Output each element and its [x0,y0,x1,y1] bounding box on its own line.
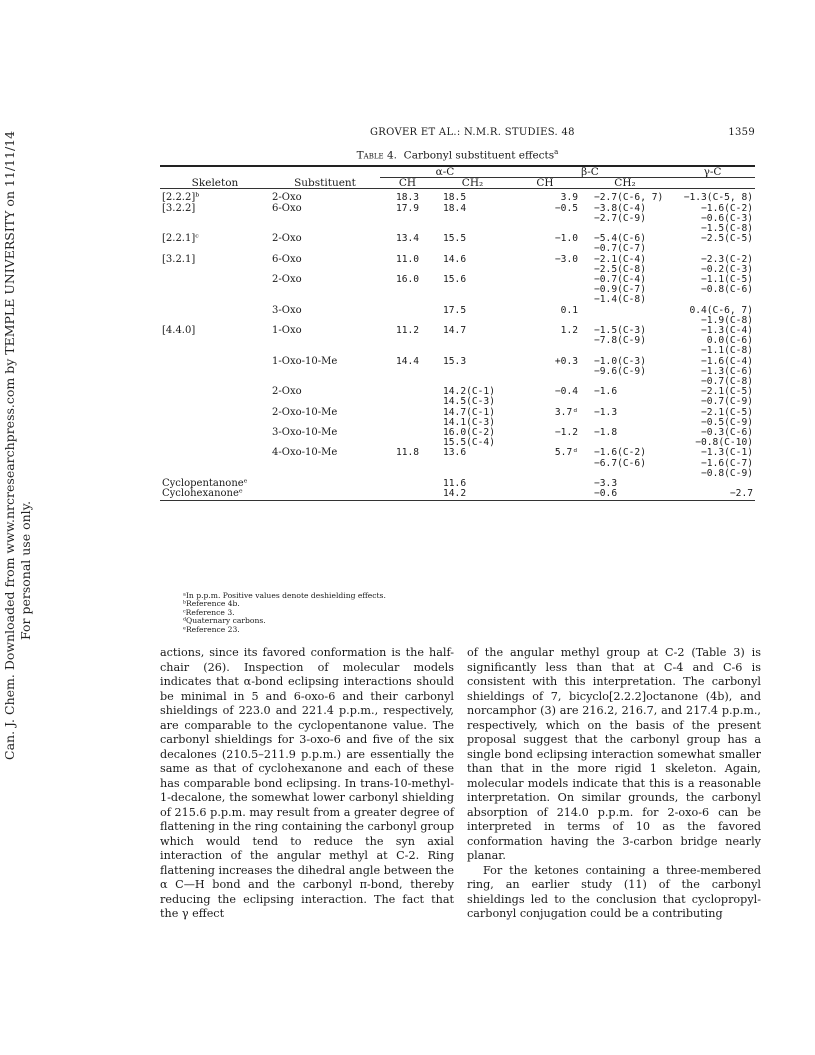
table-cell [435,459,510,469]
table-cell [435,285,510,295]
table-cell: −0.8(C-6) [701,284,753,296]
footnote: ᵉReference 23. [183,624,240,634]
table-cell: −1.6(C-2) [701,202,753,214]
table-cell [380,489,435,500]
table-cell: −9.6(C-9) [594,365,646,377]
table-cell [380,397,435,407]
table-cell: 18.3 [395,192,420,204]
table-cell [380,479,435,489]
table-cell: +0.3 [554,355,578,367]
table-cell: [3.2.1] [162,253,196,265]
table-cell [380,418,435,428]
table-cell [435,336,510,346]
table-cell: 15.5 [443,233,467,245]
table-cell: 2-Oxo [272,386,302,398]
table-cell [380,428,435,438]
personal-use-notice: For personal use only. [18,500,33,640]
table-cell: −1.5(C-3) [594,325,646,337]
table-cell: −2.5(C-8) [594,263,646,275]
table-cell [160,275,270,285]
paragraph: of the angular methyl group at C-2 (Table 3) is significantly less than that at C-4 and C-6 is consistent with this interpretation. The carbonyl shieldings of 7, bicyclo[2.2.2]octanone (4b), and norcamphor (3) are 216.2, 216.7, and 217.4 p.p.m., respectively, which on the basis of the present proposal suggest that the carbonyl group has a single bond eclipsing interaction somewhat smaller than that in the more rigid 1 skeleton. Again, molecular models indicate that this is a reasonable interpretation. On similar grounds, the carbonyl absorption of 214.0 p.p.m. for 2-oxo-6 can be interpreted in terms of 10 as the favored conformation having the 3-carbon bridge nearly planar. [467,646,761,862]
table-row [160,275,755,285]
table-cell [160,387,270,397]
table-title: Carbonyl substituent effects [403,149,555,162]
alpha-ch2-header: CH₂ [435,178,510,189]
table-cell: 14.6 [443,253,467,265]
table-cell: 3.7ᵈ [554,406,578,418]
table-title-footnote-mark: a [554,148,559,156]
table-cell: 15.6 [443,274,467,286]
table-row [160,367,755,377]
table-cell: −0.6 [594,488,618,500]
page-number: 1359 [728,127,755,138]
footnote: ᵇReference 4b. [183,599,240,609]
table-row [160,285,755,295]
table-cell: 0.0(C-6) [706,335,753,347]
table-cell: 18.4 [443,202,467,214]
download-watermark [2,130,36,760]
table-row [160,255,755,265]
table-cell: −2.5(C-5) [701,233,753,245]
table-row [160,234,755,244]
table-cell: 11.8 [395,447,420,459]
table-cell [380,306,435,316]
table-cell [160,214,270,224]
table-cell: −2.7 [729,488,753,500]
table-label: Table 4. [356,149,397,162]
table-cell: −1.0(C-3) [594,355,646,367]
table-cell [510,469,580,479]
table-cell: 18.5 [443,192,467,204]
table-cell [380,367,435,377]
body-column-left [160,646,454,922]
table-cell: −0.8(C-9) [701,467,753,479]
table-cell: −1.0 [554,233,578,245]
table-cell [160,346,270,356]
table-cell: 13.6 [443,447,467,459]
running-title: GROVER ET AL.: N.M.R. STUDIES. 48 [370,127,575,138]
table-cell: 1-Oxo [272,325,302,337]
table-cell: −5.4(C-6) [594,233,646,245]
table-cell: 3-Oxo [272,304,302,316]
table-cell: −1.6 [594,386,618,398]
table-row [160,489,755,500]
table-cell: [2.2.2]ᵇ [162,192,200,204]
table-cell: −2.7(C-9) [594,212,646,224]
table-cell: [2.2.1]ᶜ [162,233,199,245]
table-cell: −3.8(C-4) [594,202,646,214]
table-cell [380,387,435,397]
table-cell [270,469,380,479]
table-cell: −0.7(C-7) [594,243,646,255]
footnote: ᵈQuaternary carbons. [183,616,266,626]
table-cell: 16.0 [395,274,420,286]
table-cell [580,306,670,316]
table-cell: 3-Oxo-10-Me [272,427,338,439]
table-cell: −1.6(C-4) [701,355,753,367]
table-cell [510,275,580,285]
table-cell: 3.9 [560,192,578,204]
table-cell: −2.3(C-2) [701,253,753,265]
table-cell [510,214,580,224]
table-cell: 0.1 [560,304,578,316]
table-cell: 14.1(C-3) [443,416,495,428]
table-cell [160,428,270,438]
table-cell: 6-Oxo [272,253,302,265]
table-cell: −1.3(C-4) [701,325,753,337]
table-cell: 11.2 [395,325,420,337]
table-cell [160,459,270,469]
table-cell: 17.9 [395,202,420,214]
table-cell [510,367,580,377]
table-row [160,306,755,316]
table-cell: 1.2 [560,325,578,337]
table-cell [270,336,380,346]
table-cell: −1.6(C-7) [701,457,753,469]
table-cell [160,367,270,377]
table-cell [435,367,510,377]
gamma-header-blank [670,178,755,189]
table-cell: 14.2(C-1) [443,386,495,398]
beta-ch2-header: CH₂ [580,178,670,189]
table-footnotes [183,592,386,634]
table-cell [160,418,270,428]
beta-carbon-header: β-C [510,167,670,178]
table-cell: 14.5(C-3) [443,396,495,408]
table-cell: −1.1(C-8) [701,345,753,357]
table-cell: −0.8(C-10) [695,437,753,449]
table-cell: −7.8(C-9) [594,335,646,347]
table-cell [510,459,580,469]
table-row [160,336,755,346]
table-cell [160,438,270,448]
table-cell: 14.7 [443,325,467,337]
table-cell: −1.4(C-8) [594,294,646,306]
footnote: ᵃIn p.p.m. Positive values denote deshielding effects. [183,591,386,600]
table-cell: −1.3 [594,406,618,418]
gamma-carbon-header: γ-C [670,167,755,178]
footnote: ᶜReference 3. [183,607,235,617]
table-cell: −0.4 [554,386,578,398]
table-cell: 1-Oxo-10-Me [272,355,338,367]
table-cell: −2.7(C-6, 7) [594,192,664,204]
table-cell: −1.1(C-5) [701,274,753,286]
paragraph: For the ketones containing a three-membered ring, an earlier study (11) of the carbonyl shieldings led to the conclusion that cyclopropyl-carbonyl conjugation could be a contributing [467,863,761,920]
table-cell: −0.5 [554,202,578,214]
table-cell: 5.7ᵈ [554,447,578,459]
table-cell [160,265,270,275]
table-cell [270,214,380,224]
body-column-right [467,646,761,922]
table-cell [160,408,270,418]
table-cell [160,357,270,367]
table-cell [510,479,580,489]
table-cell: −1.6(C-2) [594,447,646,459]
table-cell: 13.4 [395,233,420,245]
table-cell: −0.7(C-8) [701,376,753,388]
table-cell: −0.9(C-7) [594,284,646,296]
table-cell [380,285,435,295]
table-cell: −1.3(C-6) [701,365,753,377]
table-cell [510,336,580,346]
table-cell: −0.6(C-3) [701,212,753,224]
table-cell [160,448,270,458]
table-cell: −1.3(C-5, 8) [683,192,753,204]
table-cell [270,367,380,377]
alpha-ch-header: CH [380,178,435,189]
table-cell [380,336,435,346]
table-cell: −0.7(C-4) [594,274,646,286]
table-cell: −0.7(C-9) [701,396,753,408]
substituent-effects-table [160,165,755,501]
table-cell [380,214,435,224]
table-cell: −1.8 [594,427,618,439]
table-cell: 11.0 [395,253,420,265]
table-cell [510,265,580,275]
table-cell: −2.1(C-5) [701,386,753,398]
table-cell [270,285,380,295]
table-cell: −1.9(C-8) [701,314,753,326]
table-cell: −1.3(C-1) [701,447,753,459]
table-cell: −3.3 [594,478,618,490]
table-cell [510,285,580,295]
table-cell: 15.5(C-4) [443,437,495,449]
column-header-row [160,178,755,189]
table-cell: 2-Oxo [272,274,302,286]
table-cell [160,285,270,295]
table-cell: 15.3 [443,355,467,367]
table-row [160,326,755,336]
alpha-carbon-header: α-C [380,167,510,178]
table-cell: 16.0(C-2) [443,427,495,439]
table-cell: −6.7(C-6) [594,457,646,469]
beta-ch-header: CH [510,178,580,189]
table-cell: 17.5 [443,304,467,316]
table-cell [380,377,435,387]
table-cell [380,469,435,479]
table-cell: −1.5(C-8) [701,223,753,235]
table-row [160,204,755,214]
table-cell: 0.4(C-6, 7) [689,304,753,316]
table-caption [160,148,755,162]
table-cell: −0.5(C-9) [701,416,753,428]
table-cell [270,489,380,500]
table-cell: −2.1(C-4) [594,253,646,265]
table-row [160,214,755,224]
table-cell: Cyclopentanoneᵉ [162,478,248,490]
table-cell [160,336,270,346]
table-cell [380,295,435,305]
table-cell [270,459,380,469]
skeleton-header: Skeleton [160,178,270,189]
table-cell: 14.7(C-1) [443,406,495,418]
table-cell [380,459,435,469]
table-cell [380,408,435,418]
table-cell: −3.0 [554,253,578,265]
table-row [160,459,755,469]
table-row [160,357,755,367]
table-cell: 4-Oxo-10-Me [272,447,338,459]
table-row [160,448,755,458]
group-header-row [160,167,755,178]
table-cell [510,489,580,500]
download-notice: Can. J. Chem. Downloaded from www.nrcresearchpress.com by TEMPLE UNIVERSITY on 11/11/14 [2,130,17,760]
table-cell: 2-Oxo-10-Me [272,406,338,418]
table-cell: −0.3(C-6) [701,427,753,439]
paragraph: actions, since its favored conformation is the half-chair (26). Inspection of molecular models indicates that α-bond eclipsing interactions should be minimal in 5 and 6-oxo-6 and their carbonyl shieldings of 223.0 and 221.4 p.p.m., respectively, are comparable to the cyclopentanone value. The carbonyl shieldings for 3-oxo-6 and five of the six decalones (210.5–211.9 p.p.m.) are essentially the same as that of cyclohexanone and each of these has comparable bond eclipsing. In trans-10-methyl-1-decalone, the somewhat lower carbonyl shielding of 215.6 p.p.m. may result from a greater degree of flattening in the ring containing the carbonyl group which would tend to reduce the syn axial interaction of the angular methyl at C-2. Ring flattening increases the dihedral angle between the α C—H bond and the carbonyl π-bond, thereby reducing the eclipsing interaction. The fact that the γ effect [160,646,454,920]
table-cell [435,214,510,224]
table-cell: −1.2 [554,427,578,439]
table-cell: 2-Oxo [272,192,302,204]
table-cell [160,397,270,407]
table-cell: −0.2(C-3) [701,263,753,275]
table-cell: 2-Oxo [272,233,302,245]
table-cell: −2.1(C-5) [701,406,753,418]
table-cell: 11.6 [443,478,467,490]
table-cell: 14.2 [443,488,467,500]
table-cell [160,377,270,387]
substituent-header: Substituent [270,178,380,189]
table-cell: [4.4.0] [162,325,196,337]
table-cell: 14.4 [395,355,420,367]
table-cell [270,479,380,489]
table-cell: [3.2.2] [162,202,196,214]
table-cell: Cyclohexanoneᵉ [162,488,243,500]
table-cell [160,295,270,305]
table-cell [160,306,270,316]
table-cell: 6-Oxo [272,202,302,214]
